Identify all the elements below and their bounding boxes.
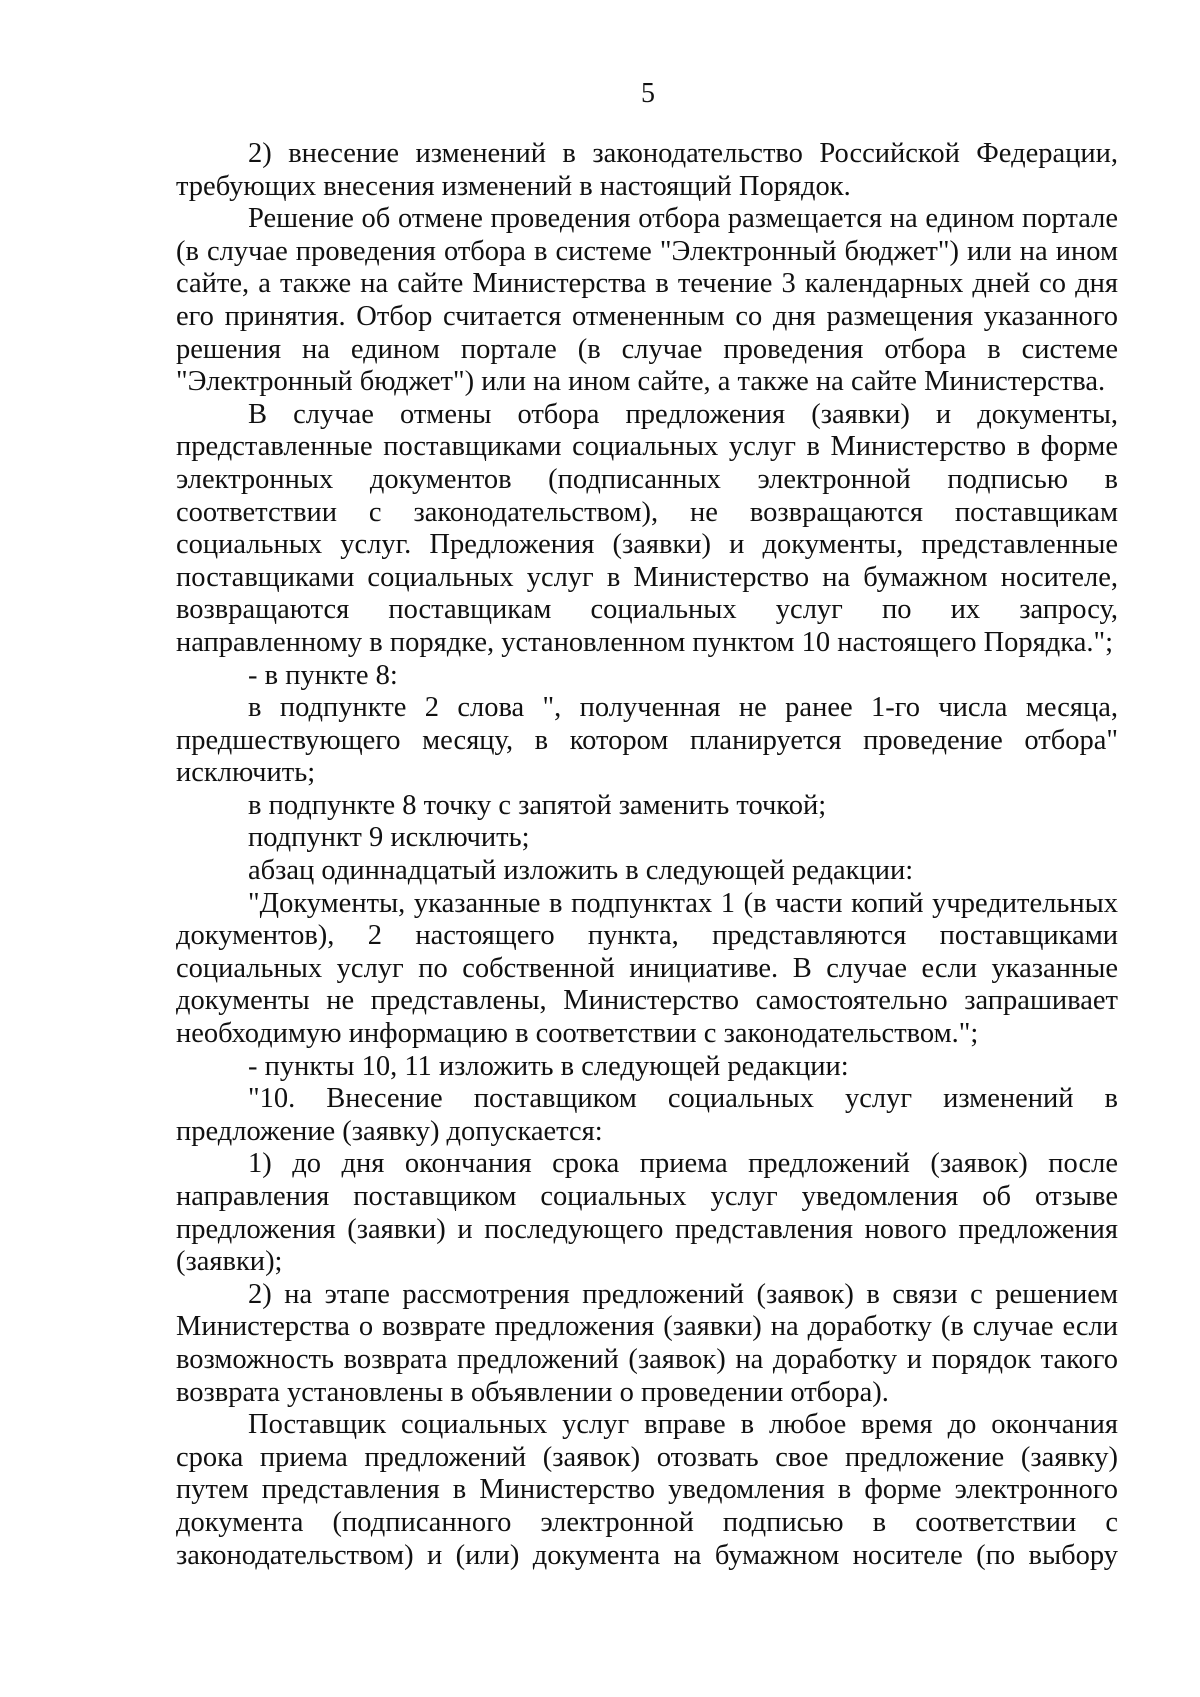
document-body xyxy=(176,138,1118,1572)
paragraph: "10. Внесение поставщиком социальных услуг изменений в предложение (заявку) допускается: xyxy=(176,1083,1118,1147)
paragraph: Поставщик социальных услуг вправе в любое время до окончания срока приема предложений (заявок) отозвать свое предложение (заявку) путем представления в Министерство уведомления в форме электронного документа (подписанного электронной подписью в соответствии с законодательством) и (или) документа на бумажном носителе (по выбору xyxy=(176,1409,1118,1571)
paragraph: Решение об отмене проведения отбора размещается на едином портале (в случае проведения отбора в системе "Электронный бюджет") или на ином сайте, а также на сайте Министерства в течение 3 календарных дней со дня его принятия. Отбор считается отмененным со дня размещения указанного решения на едином портале (в случае проведения отбора в системе "Электронный бюджет") или на ином сайте, а также на сайте Министерства. xyxy=(176,203,1118,398)
paragraph: В случае отмены отбора предложения (заявки) и документы, представленные поставщиками социальных услуг в Министерство в форме электронных документов (подписанных электронной подписью в соответствии с законодательством), не возвращаются поставщикам социальных услуг. Предложения (заявки) и документы, представленные поставщиками социальных услуг в Министерство на бумажном носителе, возвращаются поставщикам социальных услуг по их запросу, направленному в порядке, установленном пунктом 10 настоящего Порядка."; xyxy=(176,398,1118,658)
paragraph: - в пункте 8: xyxy=(248,659,398,691)
paragraph: в подпункте 2 слова ", полученная не ранее 1-го числа месяца, предшествующего месяцу, в котором планируется проведение отбора" исключить; xyxy=(176,692,1118,789)
paragraph: 1) до дня окончания срока приема предложений (заявок) после направления поставщиком социальных услуг уведомления об отзыве предложения (заявки) и последующего представления нового предложения (заявки); xyxy=(176,1148,1118,1278)
paragraph: 2) на этапе рассмотрения предложений (заявок) в связи с решением Министерства о возврате предложения (заявки) на доработку (в случае если возможность возврата предложений (заявок) на доработку и порядок такого возврата установлены в объявлении о проведении отбора). xyxy=(176,1278,1118,1408)
paragraph: - пункты 10, 11 изложить в следующей редакции: xyxy=(248,1050,849,1082)
paragraph: 2) внесение изменений в законодательство Российской Федерации, требующих внесения изменений в настоящий Порядок. xyxy=(176,138,1118,202)
paragraph: в подпункте 8 точку с запятой заменить точкой; xyxy=(248,789,827,821)
paragraph: абзац одиннадцатый изложить в следующей редакции: xyxy=(248,855,914,887)
paragraph: подпункт 9 исключить; xyxy=(248,822,530,854)
page-number: 5 xyxy=(641,78,655,109)
paragraph: "Документы, указанные в подпунктах 1 (в части копий учредительных документов), 2 настоящего пункта, представляются поставщиками социальных услуг по собственной инициативе. В случае если указанные документы не представлены, Министерство самостоятельно запрашивает необходимую информацию в соответствии с законодательством."; xyxy=(176,887,1118,1050)
